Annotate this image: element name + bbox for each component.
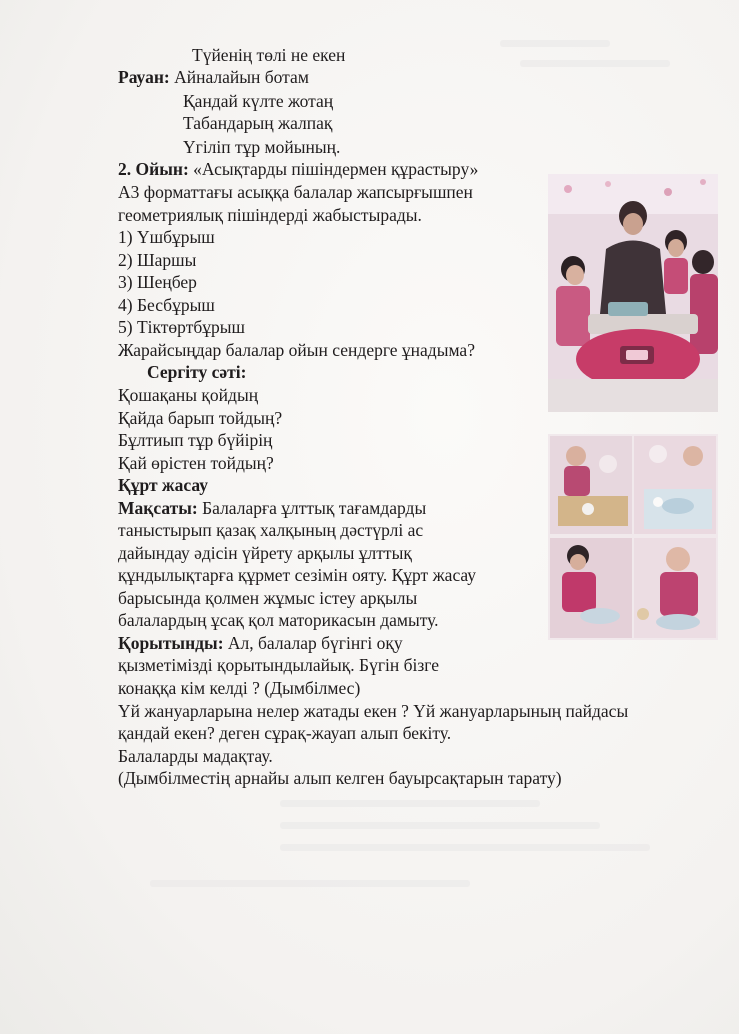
bold-label: Құрт жасау — [118, 475, 208, 495]
text-line — [118, 249, 196, 271]
text-line — [183, 112, 332, 134]
text-line — [118, 158, 478, 180]
bleed-through-mark — [280, 800, 540, 807]
line-text: 4) Бесбұрыш — [118, 295, 215, 315]
line-text: А3 форматтағы асыққа балалар жапсырғышпен — [118, 182, 473, 202]
line-text: Қошақаны қойдың — [118, 385, 259, 405]
line-text: құндылықтарға құрмет сезімін ояту. Құрт жасау — [118, 565, 477, 585]
text-line — [183, 136, 340, 158]
line-text: балалардың ұсақ қол маторикасын дамыту. — [118, 610, 439, 630]
line-text: таныстырып қазақ халқының дәстүрлі ас — [118, 520, 424, 540]
line-text: Табандарың жалпақ — [183, 113, 333, 133]
line-text: дайындау әдісін үйрету арқылы ұлттық — [118, 543, 412, 563]
text-line — [118, 429, 272, 451]
line-text: барысында қолмен жұмыс істеу арқылы — [118, 588, 418, 608]
line-text: 3) Шеңбер — [118, 272, 197, 292]
line-text: «Асықтарды пішіндермен құрастыру» — [188, 159, 479, 179]
line-text: конаққа кім келді ? (Дымбілмес) — [118, 678, 361, 698]
text-line — [118, 66, 309, 88]
bold-label: Сергіту сәті: — [147, 362, 247, 382]
line-text: 5) Тіктөртбұрыш — [118, 317, 245, 337]
text-line — [118, 226, 215, 248]
bleed-through-mark — [280, 844, 650, 851]
line-text: Түйенің төлі не екен — [192, 45, 346, 65]
bleed-through-mark — [500, 40, 610, 47]
photo-making-kurt — [548, 434, 718, 640]
line-text: Жарайсыңдар балалар ойын сендерге ұнадыма? — [118, 340, 475, 360]
photo-children-playing-game — [548, 174, 718, 412]
bold-label: Рауан: — [118, 67, 170, 87]
line-text: Үгіліп тұр мойының. — [183, 137, 341, 157]
text-line — [118, 564, 476, 586]
line-text: Үй жануарларына нелер жатады екен ? Үй жануарларының пайдасы — [118, 701, 629, 721]
line-text: Қайда барып тойдың? — [118, 408, 283, 428]
line-text: қандай екен? деген сұрақ-жауап алып бекіту. — [118, 723, 452, 743]
line-text: (Дымбілместің арнайы алып келген бауырсақтарын тарату) — [118, 768, 562, 788]
photo-children-playing-game-image — [548, 174, 718, 412]
text-line — [118, 407, 282, 429]
photo-making-kurt-image — [548, 434, 718, 640]
text-line — [118, 677, 360, 699]
line-text: Қай өрістен тойдың? — [118, 453, 274, 473]
text-line — [118, 632, 403, 654]
line-text: Айналайын ботам — [169, 67, 309, 87]
text-line — [118, 654, 439, 676]
text-line — [118, 384, 258, 406]
text-line — [147, 361, 246, 383]
text-line — [118, 767, 562, 789]
bold-label: Қорытынды: — [118, 633, 224, 653]
bold-label: 2. Ойын: — [118, 159, 189, 179]
text-line — [118, 181, 473, 203]
text-line — [118, 474, 208, 496]
bold-label: Мақсаты: — [118, 498, 198, 518]
line-text: 2) Шаршы — [118, 250, 197, 270]
line-text: Балаларды мадақтау. — [118, 746, 273, 766]
text-line — [118, 271, 197, 293]
text-line — [118, 519, 423, 541]
text-line — [118, 700, 628, 722]
text-line — [118, 609, 439, 631]
line-text: Бұлтиып тұр бүйірің — [118, 430, 273, 450]
line-text: Балаларға ұлттық тағамдарды — [197, 498, 427, 518]
text-line — [118, 497, 426, 519]
text-line — [192, 44, 345, 66]
text-line — [118, 587, 417, 609]
line-text: қызметімізді қорытындылайық. Бүгін бізге — [118, 655, 439, 675]
line-text: Ал, балалар бүгінгі оқу — [223, 633, 403, 653]
bleed-through-mark — [150, 880, 470, 887]
text-line — [118, 745, 273, 767]
bleed-through-mark — [280, 822, 600, 829]
text-line — [118, 722, 451, 744]
text-line — [118, 542, 412, 564]
text-line — [118, 339, 475, 361]
text-line — [183, 90, 333, 112]
bleed-through-mark — [520, 60, 670, 67]
line-text: 1) Үшбұрыш — [118, 227, 215, 247]
text-line — [118, 204, 422, 226]
line-text: Қандай күлте жотаң — [183, 91, 334, 111]
text-line — [118, 316, 245, 338]
text-line — [118, 294, 215, 316]
text-line — [118, 452, 274, 474]
line-text: геометриялық пішіндерді жабыстырады. — [118, 205, 422, 225]
